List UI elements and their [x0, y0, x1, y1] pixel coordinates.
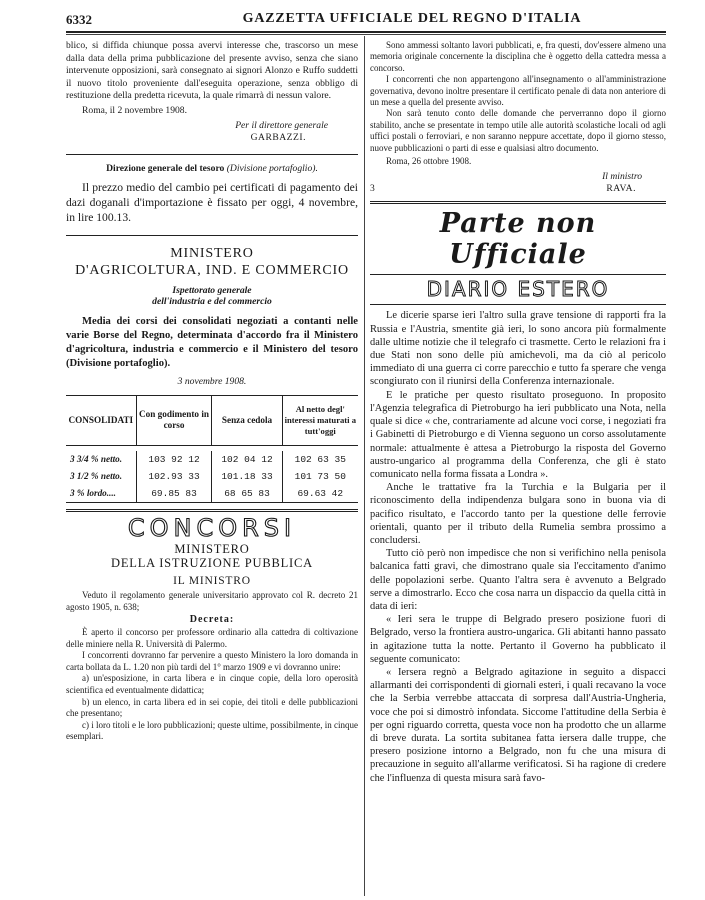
- table-row: [66, 485, 358, 503]
- media-paragraph: Media dei corsi dei consolidati negoziati a contanti nelle varie Borse del Regno, determinata d'accordo fra il Ministero d'agricoltura, industria e commercio e il Ministero del tesoro (Divisione portafoglio).: [66, 316, 358, 370]
- signature-role: Per il direttore generale: [235, 119, 328, 131]
- consolidati-table: [66, 395, 358, 504]
- section-double-rule: [370, 201, 666, 204]
- article-paragraph: Le dicerie sparse ieri l'altro sulla grave tensione di rapporti fra la Russia e l'Austria, smentite già ieri, lo sono ancora più formalmente dalle ultime notizie che il telegrafo ci trasmette. Certo le relazioni fra i due Stati non sono delle più amichevoli, ma da ciò al pericolo immediato di una guerra ci corre parecchio e tutto fa sperare che venga scongiurato con il riunirsi della Conferenza internazionale.: [370, 310, 666, 388]
- article-paragraph: Tutto ciò però non impedisce che non si verifichino nella penisola balcanica fatti gravi, che dimostrano quale sia l'eccitamento d'animo delle popolazioni serbe. Quanto l'altra sera è avvenuto a Belgrado serve a dimostrarlo. Ecco che cosa narra un dispaccio da quella città in data di ieri:: [370, 548, 666, 612]
- tesoro-heading-main: Direzione generale del tesoro: [106, 162, 225, 174]
- concorso-paragraph: Non sarà tenuto conto delle domande che perverranno dopo il giorno stabilito, anche se presentate in tempo utile alle autorità scolastiche locali od agli uffici postali o ferroviari, e non saranno neppure accettate, dopo il giorno stesso, nuove pubblicazioni o parti di esse e qualsiasi altro documento.: [370, 108, 666, 153]
- concorsi-istruzione: DELLA ISTRUZIONE PUBBLICA: [111, 556, 313, 571]
- concorso-paragraph: Sono ammessi soltanto lavori pubblicati, e, fra questi, dov'essere almeno una memoria originale concernente la disciplina che è oggetto della cattedra messa a concorso.: [370, 40, 666, 73]
- signature-name: GARBAZZI.: [250, 131, 306, 143]
- section-double-rule: [66, 509, 358, 512]
- signature-row: [370, 183, 666, 195]
- right-column: [370, 40, 666, 785]
- table-cell: 102.93 33: [136, 468, 212, 485]
- column-header: Senza cedola: [212, 395, 282, 445]
- tesoro-heading: [66, 163, 358, 176]
- table-cell: 68 65 83: [212, 485, 282, 503]
- article-paragraph: Anche le trattative fra la Turchia e la Bulgaria per il riconoscimento della indipendenza bulgara sono in buona via di pacifico risultato, e l'accordo tanto per la questione delle ferrovie orientali, quanto per il tributo della Rumelia sembra prossimo a concludersi.: [370, 482, 666, 546]
- ministero-subheading: D'AGRICOLTURA, IND. E COMMERCIO: [75, 263, 349, 279]
- header-rule-thin: [66, 34, 666, 35]
- tesoro-heading-division: (Divisione portafoglio).: [226, 162, 318, 174]
- avviso-paragraph: blico, si diffida chiunque possa avervi interesse che, trascorso un mese dalla data della prima pubblicazione del presente avviso, senza che siano intervenute opposizioni, sarà consegnato ai signori Alonzo e Ruffo suddetti il nuovo titolo proveniente dall'eseguita operazione, senza obbligo di restituzione della predetta ricevuta, la quale rimarrà di nessun valore.: [66, 40, 358, 102]
- table-cell: 103 92 12: [136, 451, 212, 468]
- date-line: Roma, il 2 novembre 1908.: [82, 104, 187, 116]
- concorsi-banner: CONCORSI: [127, 514, 297, 543]
- section-rule: [66, 235, 358, 236]
- table-date: 3 novembre 1908.: [177, 376, 247, 388]
- tesoro-paragraph: Il prezzo medio del cambio pei certificati di pagamento dei dazi doganali d'importazione è fissato per oggi, 4 novembre, in lire 100.13.: [66, 181, 358, 225]
- ispettorato-subheading: dell'industria e del commercio: [152, 296, 272, 308]
- concorso-paragraph: I concorrenti che non appartengono all'insegnamento o all'amministrazione governativa, devono inoltre presentare il certificato penale di data non anteriore di un mese a quella del presente avviso.: [370, 74, 666, 108]
- decreta-heading: Decreta:: [189, 614, 235, 626]
- decreta-paragraph: a) un'esposizione, in carta libera e in cinque copie, della loro operosità scientifica ed eventualmente didattica;: [66, 673, 358, 695]
- running-head: [66, 6, 666, 32]
- concorsi-ministero: MINISTERO: [174, 542, 250, 557]
- table-cell: 3 3/4 % netto.: [70, 454, 123, 465]
- table-header-row: [66, 395, 358, 445]
- date-line: Roma, 26 ottobre 1908.: [386, 156, 472, 167]
- section-rule: [370, 274, 666, 275]
- veduto-paragraph: Veduto il regolamento generale universitario approvato col R. decreto 21 agosto 1905, n. 638;: [66, 590, 358, 612]
- table-cell: 101.18 33: [212, 468, 282, 485]
- article-paragraph: « Ieri sera le truppe di Belgrado presero posizione fuori di Belgrado, verso la frontiera austro-ungarica. Gli abitanti hanno passato in agitazione tutta la notte. Pertanto il Governo ha pubblicato il seguente comunicato:: [370, 614, 666, 665]
- table-row: [66, 451, 358, 468]
- signature-role: Il ministro: [602, 171, 642, 183]
- article-paragraph: « Iersera regnò a Belgrado agitazione in seguito a dispacci allarmanti dei corrispondenti di giornali esteri, i quali recavano la voce che la Serbia verrebbe attaccata di sorpresa dall'Austria-Ungheria, voce che poi si dimostrò infondata. Siccome l'attitudine della Serbia è per ogni riguardo corretta, questa voce non ha prodotto che un allarme di breve durata. La sortita subitanea fatta iersera dalle truppe, che presero posizione intorno a Belgrado, non fu che una misura di precauzione in seguito all'allarme verificatosi. Si ha ragione di credere che l'influenza di questa misura sarà favo-: [370, 666, 666, 784]
- signature-number: 3: [370, 183, 375, 195]
- column-header: CONSOLIDATI: [66, 395, 136, 445]
- section-rule: [370, 304, 666, 305]
- table-row: [66, 468, 358, 485]
- page-number: 6332: [66, 12, 92, 27]
- table-cell: 3 1/2 % netto.: [70, 471, 123, 482]
- table-cell: 102 63 35: [282, 451, 358, 468]
- parte-non-ufficiale-heading: Parte non Ufficiale: [439, 208, 597, 271]
- table-cell: 3 % lordo....: [70, 488, 116, 499]
- ispettorato-heading: Ispettorato generale: [172, 285, 252, 297]
- column-header: Con godimento in corso: [136, 395, 212, 445]
- decreta-paragraph: È aperto il concorso per professore ordinario alla cattedra di coltivazione delle miniere nella R. Università di Palermo.: [66, 627, 358, 649]
- il-ministro-heading: IL MINISTRO: [173, 575, 251, 588]
- section-rule: [66, 154, 358, 155]
- table-cell: 69.63 42: [282, 485, 358, 503]
- table-cell: 69.85 83: [136, 485, 212, 503]
- column-divider: [364, 36, 365, 896]
- column-header: Al netto degl' interessi maturati a tutt'oggi: [282, 395, 358, 445]
- decreta-paragraph: I concorrenti dovranno far pervenire a questo Ministero la loro domanda in carta bollata da L. 1.20 non più tardi del 1° marzo 1909 e vi dovranno unire:: [66, 650, 358, 672]
- ministero-heading: MINISTERO: [170, 246, 254, 262]
- table-cell: 101 73 50: [282, 468, 358, 485]
- left-column: [66, 40, 358, 743]
- header-rule: [66, 31, 666, 33]
- article-paragraph: E le pratiche per questo risultato proseguono. In proposito l'Agenzia telegrafica di Pietroburgo ha ieri pubblicato una Nota, nella quale si dice « che, contrariamente ad alcune voci corse, i negoziati fra i Gabinetti di Pietroburgo e di Vienna seguono un corso assolutamente normale: attualmente è attesa a Pietroburgo la risposta del Governo austro-ungarico al programma della Conferenza, che gli è stato comunicato nella forma fissata a Londra ».: [370, 389, 666, 480]
- masthead: GAZZETTA UFFICIALE DEL REGNO D'ITALIA: [242, 11, 582, 26]
- table-cell: 102 04 12: [212, 451, 282, 468]
- decreta-paragraph: b) un elenco, in carta libera ed in sei copie, dei titoli e delle pubblicazioni che presentano;: [66, 696, 358, 719]
- signature-name: RAVA.: [606, 183, 636, 195]
- diario-estero-heading: DIARIO ESTERO: [426, 277, 610, 302]
- decreta-paragraph: c) i loro titoli e le loro pubblicazioni; queste ultime, possibilmente, in cinque esemplari.: [66, 719, 358, 742]
